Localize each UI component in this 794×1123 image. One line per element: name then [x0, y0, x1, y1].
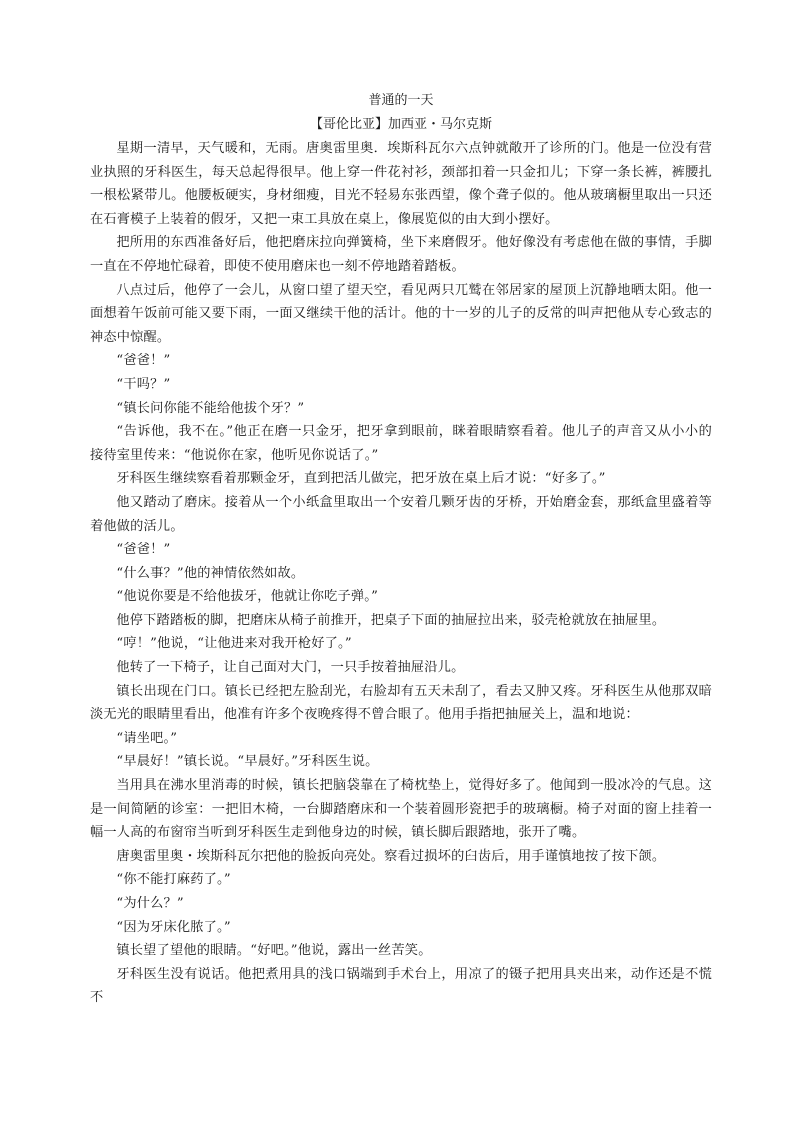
- paragraph: “告诉他，我不在。”他正在磨一只金牙，把牙拿到眼前，眯着眼睛察看着。他儿子的声音又从小小的接待室里传来：“他说你在家，他听见你说话了。”: [90, 424, 712, 463]
- dialogue-line: “为什么？”: [116, 896, 184, 911]
- dialogue-line: “爸爸！”: [116, 353, 171, 369]
- dialogue-line: “干吗？”: [116, 376, 171, 392]
- paragraph: 当用具在沸水里消毒的时候，镇长把脑袋靠在了椅枕垫上，觉得好多了。他闻到一股冰冷的气息。这是一间简陋的诊室：一把旧木椅，一台脚踏磨床和一个装着圆形瓷把手的玻璃橱。椅子对面的窗上挂着一幅一人高的布窗帘当听到牙科医生走到他身边的时候，镇长脚后跟踏地，张开了嘴。: [90, 778, 712, 841]
- paragraph: 镇长出现在门口。镇长已经把左脸刮光，右脸却有五天未刮了，看去又肿又疼。牙科医生从他那双暗淡无光的眼睛里看出，他准有许多个夜晚疼得不曾合眼了。他用手指把抽屉关上，温和地说：: [90, 683, 712, 723]
- dialogue-line: “请坐吧。”: [116, 730, 178, 746]
- author-byline: 【哥伦比亚】加西亚・马尔克斯: [309, 117, 492, 132]
- dialogue-line: “他说你要是不给他拔牙，他就让你吃子弹。”: [116, 589, 379, 605]
- paragraph: 牙科医生没有说话。他把煮用具的浅口锅端到手术台上，用凉了的镊子把用具夹出来，动作还是不慌不: [90, 966, 712, 1006]
- paragraph: 星期一清早，天气暖和，无雨。唐奥雷里奥．埃斯科瓦尔六点钟就敞开了诊所的门。他是一位没有营业执照的牙科医生，每天总起得很早。他上穿一件花衬衫，颈部扣着一只金扣儿；下穿一条长裤，裤腰扎一根松紧带儿。他腰板硬实，身材细瘦，目光不轻易东张西望，像个聋子似的。他从玻璃橱里取出一只还在石膏模子上装着的假牙，又把一束工具放在桌上，像展览似的由大到小摆好。: [90, 141, 712, 227]
- paragraph: 他停下踏踏板的脚，把磨床从椅子前推开，把桌子下面的抽屉拉出来，驳壳枪就放在抽屉里。: [116, 612, 666, 628]
- paragraph: 镇长望了望他的眼睛。“好吧。”他说，露出一丝苦笑。: [116, 943, 432, 959]
- dialogue-line: “什么事？”他的神情依然如故。: [116, 565, 305, 581]
- story-title: 普通的一天: [368, 93, 434, 108]
- paragraph: 八点过后，他停了一会儿，从窗口望了望天空，看见两只兀鹫在邻居家的屋顶上沉静地晒太阳。他一面想着午饭前可能又要下雨，一面又继续干他的活计。他的十一岁的儿子的反常的叫声把他从专心致志的神态中惊醒。: [90, 282, 712, 345]
- dialogue-line: “因为牙床化脓了。”: [116, 919, 231, 935]
- document-page: [90, 92, 712, 1010]
- paragraph: 他又踏动了磨床。接着从一个小纸盒里取出一个安着几颗牙齿的牙桥，开始磨金套，那纸盒里盛着等着他做的活儿。: [90, 494, 712, 534]
- paragraph: 把所用的东西准备好后，他把磨床拉向弹簧椅，坐下来磨假牙。他好像没有考虑他在做的事情，手脚一直在不停地忙碌着，即使不使用磨床也一刻不停地踏着踏板。: [90, 235, 712, 274]
- dialogue-line: “镇长问你能不能给他拔个牙？”: [116, 400, 305, 416]
- dialogue-line: “你不能打麻药了。”: [116, 872, 231, 888]
- paragraph: 唐奥雷里奥・埃斯科瓦尔把他的脸扳向亮处。察看过损坏的臼齿后，用手谨慎地按了按下颌。: [116, 848, 666, 864]
- story-body: [90, 137, 712, 1010]
- paragraph: 他转了一下椅子，让自己面对大门，一只手按着抽屉沿儿。: [116, 660, 465, 676]
- dialogue-line: “早晨好！”镇长说。“早晨好。”牙科医生说。: [116, 754, 379, 770]
- paragraph: 牙科医生继续察看着那颗金牙，直到把活儿做完，把牙放在桌上后才说：“好多了。”: [116, 471, 606, 487]
- dialogue-line: “哼！”他说，“让他进来对我开枪好了。”: [116, 636, 352, 652]
- dialogue-line: “爸爸！”: [116, 542, 171, 558]
